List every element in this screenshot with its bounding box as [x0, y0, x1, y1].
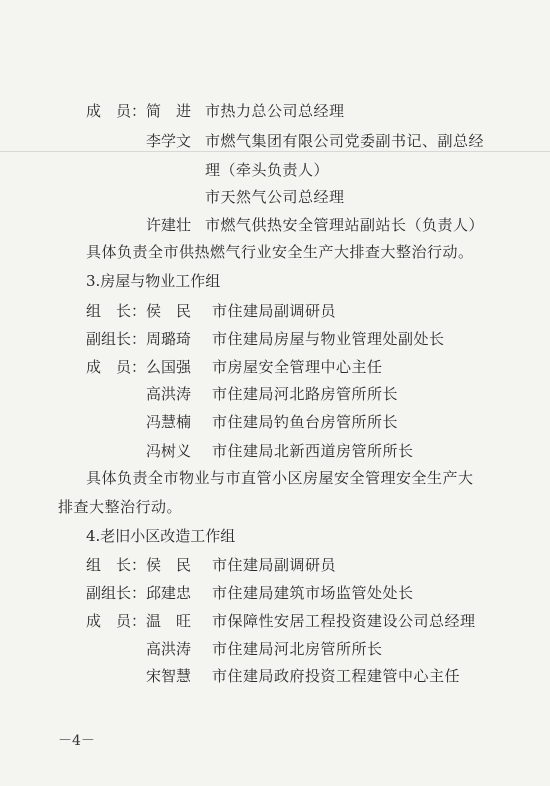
- member-title: 市住建局河北路房管所所长: [212, 385, 399, 403]
- member-label: 成 员：: [86, 358, 147, 376]
- page-number: －4－: [58, 733, 95, 749]
- member-name: 高洪涛: [146, 640, 192, 658]
- deputy-label: 副组长：: [86, 584, 147, 602]
- leader-label: 组 长：: [86, 302, 147, 320]
- member-label: 成 员：: [86, 102, 147, 120]
- duty-paragraph: 具体负责全市物业与市直管小区房屋安全管理安全生产大: [86, 469, 474, 487]
- member-title: 市天然气公司总经理: [205, 188, 345, 206]
- deputy-title: 市住建局建筑市场监管处处长: [212, 584, 414, 602]
- member-title: 市燃气集团有限公司党委副书记、副总经: [205, 132, 485, 150]
- leader-title: 市住建局副调研员: [212, 302, 337, 320]
- leader-name: 侯 民: [146, 556, 192, 574]
- duty-paragraph: 具体负责全市供热燃气行业安全生产大排查大整治行动。: [86, 243, 474, 261]
- member-title: 市住建局政府投资工程建管中心主任: [212, 667, 461, 685]
- member-title-continued: 理（牵头负责人）: [205, 161, 330, 179]
- duty-paragraph-continued: 排查大整治行动。: [58, 498, 183, 516]
- member-name: 冯慧楠: [146, 413, 192, 431]
- leader-name: 侯 民: [146, 302, 192, 320]
- member-name: 温 旺: [146, 612, 192, 630]
- member-name: 李学文: [146, 132, 192, 150]
- page-fold-line: [0, 151, 550, 152]
- member-title: 市住建局钓鱼台房管所所长: [212, 413, 399, 431]
- member-title: 市热力总公司总经理: [205, 102, 345, 120]
- member-title: 市住建局北新西道房管所所长: [212, 442, 414, 460]
- section-heading: 3.房屋与物业工作组: [86, 272, 221, 290]
- member-name: 么国强: [146, 358, 192, 376]
- member-name: 许建壮: [146, 216, 192, 234]
- member-name: 简 进: [146, 102, 192, 120]
- leader-label: 组 长：: [86, 556, 147, 574]
- section-heading: 4.老旧小区改造工作组: [86, 527, 236, 545]
- deputy-name: 周璐琦: [146, 330, 192, 348]
- member-title: 市房屋安全管理中心主任: [212, 358, 383, 376]
- member-title: 市保障性安居工程投资建设公司总经理: [212, 612, 476, 630]
- member-name: 冯树义: [146, 442, 192, 460]
- member-label: 成 员：: [86, 612, 147, 630]
- member-title: 市住建局河北房管所所长: [212, 640, 383, 658]
- deputy-name: 邱建忠: [146, 584, 192, 602]
- leader-title: 市住建局副调研员: [212, 556, 337, 574]
- member-name: 宋智慧: [146, 667, 192, 685]
- member-title: 市燃气供热安全管理站副站长（负责人）: [205, 216, 485, 234]
- deputy-label: 副组长：: [86, 330, 147, 348]
- member-name: 高洪涛: [146, 385, 192, 403]
- deputy-title: 市住建局房屋与物业管理处副处长: [212, 330, 445, 348]
